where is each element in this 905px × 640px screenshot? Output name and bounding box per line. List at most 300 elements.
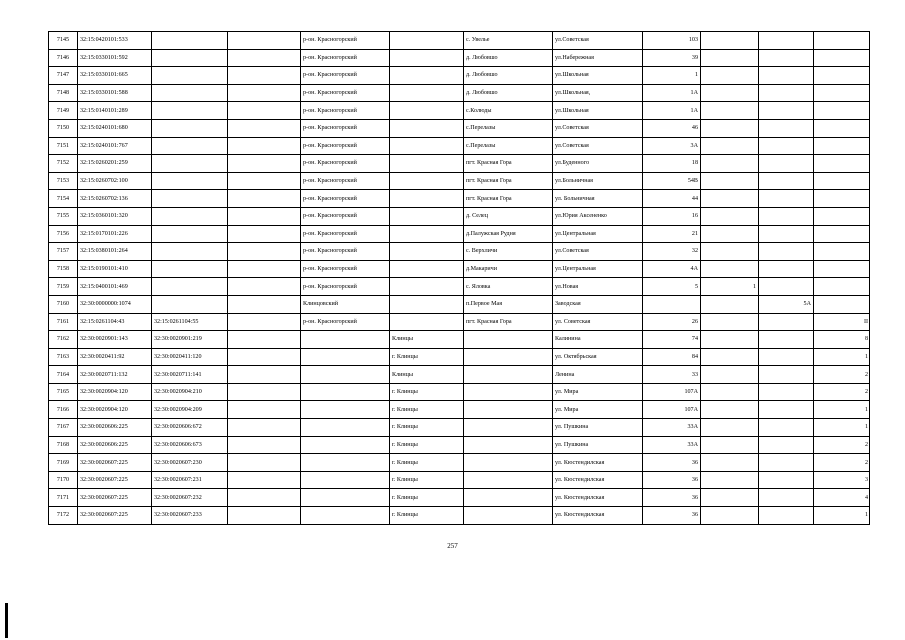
house-number-cell: 1 <box>643 67 701 85</box>
city-cell <box>390 32 464 50</box>
region-cell: р-он. Красногорский <box>301 67 390 85</box>
city-cell <box>390 243 464 261</box>
apartment-cell <box>814 67 870 85</box>
cadastral-number-cell: 32:30:0020901:143 <box>78 331 152 349</box>
cadastral-number-cell: 32:15:0330101:665 <box>78 67 152 85</box>
building-cadastral-cell <box>152 243 228 261</box>
city-cell <box>390 67 464 85</box>
street-cell: ул.Советская <box>553 32 643 50</box>
empty-cell <box>228 137 301 155</box>
empty-cell <box>228 102 301 120</box>
house-number-cell: 54В <box>643 172 701 190</box>
locality-cell: д. Любовшо <box>464 67 553 85</box>
house-number-cell: 33А <box>643 419 701 437</box>
table-row <box>49 32 870 50</box>
apartment-cell <box>814 172 870 190</box>
building-cadastral-cell: 32:30:0020904:209 <box>152 401 228 419</box>
row-number-cell: 7146 <box>49 49 78 67</box>
street-cell: ул.Советская <box>553 243 643 261</box>
empty-cell <box>228 49 301 67</box>
table-row <box>49 419 870 437</box>
region-cell <box>301 366 390 384</box>
house-number-cell: 1А <box>643 102 701 120</box>
cadastral-number-cell: 32:15:0330101:592 <box>78 49 152 67</box>
building-cadastral-cell: 32:15:0261104:55 <box>152 313 228 331</box>
building-cell <box>701 366 759 384</box>
building-cell <box>701 190 759 208</box>
region-cell: р-он. Красногорский <box>301 155 390 173</box>
region-cell: р-он. Красногорский <box>301 260 390 278</box>
empty-cell <box>228 507 301 525</box>
street-cell: ул. Советская <box>553 313 643 331</box>
house-number-cell: 36 <box>643 507 701 525</box>
building-cell <box>701 260 759 278</box>
building-letter-cell <box>759 278 814 296</box>
row-number-cell: 7154 <box>49 190 78 208</box>
house-number-cell: 26 <box>643 313 701 331</box>
row-number-cell: 7161 <box>49 313 78 331</box>
table-row <box>49 489 870 507</box>
cadastral-number-cell: 32:15:0240101:767 <box>78 137 152 155</box>
city-cell <box>390 278 464 296</box>
cadastral-number-cell: 32:15:0260201:259 <box>78 155 152 173</box>
table-row <box>49 313 870 331</box>
locality-cell <box>464 454 553 472</box>
apartment-cell <box>814 49 870 67</box>
street-cell: Ленина <box>553 366 643 384</box>
house-number-cell: 32 <box>643 243 701 261</box>
building-letter-cell <box>759 366 814 384</box>
locality-cell: д.Макаричи <box>464 260 553 278</box>
row-number-cell: 7170 <box>49 471 78 489</box>
city-cell <box>390 84 464 102</box>
locality-cell <box>464 348 553 366</box>
apartment-cell: 1 <box>814 401 870 419</box>
building-letter-cell: 5А <box>759 295 814 313</box>
building-cell <box>701 243 759 261</box>
building-cell <box>701 383 759 401</box>
building-cadastral-cell <box>152 278 228 296</box>
building-cadastral-cell: 32:30:0020904:210 <box>152 383 228 401</box>
cadastral-number-cell: 32:30:0020904:120 <box>78 383 152 401</box>
locality-cell: пгт. Красная Гора <box>464 190 553 208</box>
scan-edge-mark <box>5 603 8 638</box>
locality-cell: д. Любовшо <box>464 49 553 67</box>
region-cell: р-он. Красногорский <box>301 102 390 120</box>
locality-cell <box>464 383 553 401</box>
street-cell: ул. Октябрьская <box>553 348 643 366</box>
street-cell: ул.Школьная <box>553 102 643 120</box>
page-number: 257 <box>447 542 458 550</box>
apartment-cell <box>814 207 870 225</box>
city-cell: г. Клинцы <box>390 419 464 437</box>
street-cell: ул. Пушкина <box>553 419 643 437</box>
building-cadastral-cell <box>152 84 228 102</box>
house-number-cell: 107А <box>643 401 701 419</box>
street-cell: ул. Больничная <box>553 190 643 208</box>
house-number-cell: 39 <box>643 49 701 67</box>
street-cell: ул.Буденного <box>553 155 643 173</box>
row-number-cell: 7152 <box>49 155 78 173</box>
row-number-cell: 7156 <box>49 225 78 243</box>
cadastral-number-cell: 32:30:0020411:92 <box>78 348 152 366</box>
city-cell <box>390 190 464 208</box>
row-number-cell: 7158 <box>49 260 78 278</box>
region-cell: р-он. Красногорский <box>301 119 390 137</box>
table-row <box>49 331 870 349</box>
table-row <box>49 507 870 525</box>
street-cell: ул. Мира <box>553 401 643 419</box>
row-number-cell: 7155 <box>49 207 78 225</box>
building-cadastral-cell: 32:30:0020607:232 <box>152 489 228 507</box>
house-number-cell: 44 <box>643 190 701 208</box>
table-row <box>49 155 870 173</box>
region-cell <box>301 348 390 366</box>
table-row <box>49 243 870 261</box>
locality-cell: д.Палужская Рудня <box>464 225 553 243</box>
city-cell <box>390 49 464 67</box>
row-number-cell: 7167 <box>49 419 78 437</box>
apartment-cell <box>814 295 870 313</box>
street-cell: ул.Набережная <box>553 49 643 67</box>
building-cadastral-cell <box>152 32 228 50</box>
row-number-cell: 7153 <box>49 172 78 190</box>
region-cell <box>301 471 390 489</box>
empty-cell <box>228 67 301 85</box>
row-number-cell: 7165 <box>49 383 78 401</box>
cadastral-number-cell: 32:15:0170101:226 <box>78 225 152 243</box>
empty-cell <box>228 155 301 173</box>
apartment-cell <box>814 278 870 296</box>
table-row <box>49 190 870 208</box>
locality-cell: д. Любовшо <box>464 84 553 102</box>
building-cell <box>701 436 759 454</box>
building-cadastral-cell: 32:30:0020606:673 <box>152 436 228 454</box>
region-cell <box>301 436 390 454</box>
empty-cell <box>228 489 301 507</box>
building-letter-cell <box>759 260 814 278</box>
table-row <box>49 471 870 489</box>
table-row <box>49 207 870 225</box>
row-number-cell: 7166 <box>49 401 78 419</box>
apartment-cell: 1 <box>814 348 870 366</box>
building-cadastral-cell: 32:30:0020711:141 <box>152 366 228 384</box>
building-cell <box>701 348 759 366</box>
empty-cell <box>228 313 301 331</box>
building-cell <box>701 84 759 102</box>
empty-cell <box>228 471 301 489</box>
building-cell <box>701 489 759 507</box>
row-number-cell: 7149 <box>49 102 78 120</box>
empty-cell <box>228 119 301 137</box>
building-cell <box>701 454 759 472</box>
cadastral-number-cell: 32:15:0400101:469 <box>78 278 152 296</box>
building-cell <box>701 67 759 85</box>
street-cell: ул. Мира <box>553 383 643 401</box>
empty-cell <box>228 295 301 313</box>
locality-cell <box>464 366 553 384</box>
building-letter-cell <box>759 507 814 525</box>
house-number-cell: 4А <box>643 260 701 278</box>
apartment-cell <box>814 225 870 243</box>
street-cell: ул.Центральная <box>553 225 643 243</box>
cadastral-number-cell: 32:30:0020904:120 <box>78 401 152 419</box>
building-cadastral-cell <box>152 119 228 137</box>
house-number-cell <box>643 295 701 313</box>
cadastral-number-cell: 32:30:0020607:225 <box>78 471 152 489</box>
table-row <box>49 454 870 472</box>
building-letter-cell <box>759 32 814 50</box>
street-cell: ул.Юрия Аксененко <box>553 207 643 225</box>
cadastral-number-cell: 32:15:0330101:588 <box>78 84 152 102</box>
cadastral-number-cell: 32:30:0020606:225 <box>78 436 152 454</box>
empty-cell <box>228 366 301 384</box>
street-cell: ул. Пушкина <box>553 436 643 454</box>
row-number-cell: 7145 <box>49 32 78 50</box>
region-cell: р-он. Красногорский <box>301 84 390 102</box>
city-cell <box>390 207 464 225</box>
building-letter-cell <box>759 419 814 437</box>
row-number-cell: 7164 <box>49 366 78 384</box>
table-row <box>49 67 870 85</box>
locality-cell <box>464 331 553 349</box>
empty-cell <box>228 331 301 349</box>
empty-cell <box>228 243 301 261</box>
building-letter-cell <box>759 155 814 173</box>
house-number-cell: 36 <box>643 454 701 472</box>
region-cell: р-он. Красногорский <box>301 32 390 50</box>
region-cell <box>301 401 390 419</box>
building-cell <box>701 313 759 331</box>
house-number-cell: 18 <box>643 155 701 173</box>
building-cadastral-cell <box>152 172 228 190</box>
apartment-cell <box>814 260 870 278</box>
building-letter-cell <box>759 331 814 349</box>
empty-cell <box>228 32 301 50</box>
building-cadastral-cell: 32:30:0020901:219 <box>152 331 228 349</box>
building-letter-cell <box>759 243 814 261</box>
locality-cell: с. Яловка <box>464 278 553 296</box>
apartment-cell: 2 <box>814 366 870 384</box>
table-row <box>49 225 870 243</box>
house-number-cell: 107А <box>643 383 701 401</box>
locality-cell: пгт. Красная Гора <box>464 155 553 173</box>
building-cell <box>701 471 759 489</box>
city-cell: Клинцы <box>390 331 464 349</box>
empty-cell <box>228 190 301 208</box>
apartment-cell <box>814 119 870 137</box>
row-number-cell: 7168 <box>49 436 78 454</box>
table-row <box>49 278 870 296</box>
building-cell <box>701 172 759 190</box>
building-letter-cell <box>759 137 814 155</box>
apartment-cell <box>814 243 870 261</box>
building-cell <box>701 119 759 137</box>
city-cell <box>390 225 464 243</box>
region-cell <box>301 489 390 507</box>
table-row <box>49 119 870 137</box>
empty-cell <box>228 278 301 296</box>
house-number-cell: 46 <box>643 119 701 137</box>
building-cell <box>701 507 759 525</box>
locality-cell: пгт. Красная Гора <box>464 172 553 190</box>
street-cell: Заводская <box>553 295 643 313</box>
cadastral-number-cell: 32:15:0380101:264 <box>78 243 152 261</box>
row-number-cell: 7157 <box>49 243 78 261</box>
table-row <box>49 137 870 155</box>
street-cell: ул.Новая <box>553 278 643 296</box>
empty-cell <box>228 207 301 225</box>
property-register-table <box>48 31 870 525</box>
street-cell: ул.Центральная <box>553 260 643 278</box>
house-number-cell: 36 <box>643 489 701 507</box>
building-cell <box>701 102 759 120</box>
building-cell <box>701 401 759 419</box>
city-cell <box>390 102 464 120</box>
city-cell <box>390 155 464 173</box>
empty-cell <box>228 225 301 243</box>
city-cell: Клинцы <box>390 366 464 384</box>
table-row <box>49 172 870 190</box>
house-number-cell: 21 <box>643 225 701 243</box>
city-cell: г. Клинцы <box>390 436 464 454</box>
city-cell <box>390 172 464 190</box>
building-letter-cell <box>759 119 814 137</box>
cadastral-number-cell: 32:30:0020606:225 <box>78 419 152 437</box>
region-cell <box>301 454 390 472</box>
building-letter-cell <box>759 102 814 120</box>
cadastral-number-cell: 32:15:0240101:680 <box>78 119 152 137</box>
building-letter-cell <box>759 436 814 454</box>
building-letter-cell <box>759 348 814 366</box>
building-cell <box>701 225 759 243</box>
empty-cell <box>228 172 301 190</box>
house-number-cell: 5 <box>643 278 701 296</box>
table-body <box>49 32 870 525</box>
region-cell: р-он. Красногорский <box>301 49 390 67</box>
row-number-cell: 7150 <box>49 119 78 137</box>
street-cell: ул. Кюстендилская <box>553 471 643 489</box>
apartment-cell <box>814 155 870 173</box>
row-number-cell: 7171 <box>49 489 78 507</box>
cadastral-number-cell: 32:15:0140101:289 <box>78 102 152 120</box>
cadastral-number-cell: 32:15:0261104:43 <box>78 313 152 331</box>
street-cell: ул. Кюстендилская <box>553 454 643 472</box>
city-cell: г. Клинцы <box>390 454 464 472</box>
city-cell: г. Клинцы <box>390 348 464 366</box>
row-number-cell: 7147 <box>49 67 78 85</box>
table-row <box>49 102 870 120</box>
street-cell: Калинина <box>553 331 643 349</box>
empty-cell <box>228 436 301 454</box>
locality-cell: с. Увелье <box>464 32 553 50</box>
apartment-cell <box>814 190 870 208</box>
street-cell: ул. Кюстендилская <box>553 507 643 525</box>
locality-cell: д. Селец <box>464 207 553 225</box>
row-number-cell: 7159 <box>49 278 78 296</box>
row-number-cell: 7148 <box>49 84 78 102</box>
apartment-cell: 1 <box>814 507 870 525</box>
city-cell: г. Клинцы <box>390 489 464 507</box>
building-cadastral-cell <box>152 102 228 120</box>
locality-cell <box>464 419 553 437</box>
building-letter-cell <box>759 190 814 208</box>
street-cell: ул.Больничная <box>553 172 643 190</box>
house-number-cell: 16 <box>643 207 701 225</box>
empty-cell <box>228 401 301 419</box>
house-number-cell: 84 <box>643 348 701 366</box>
locality-cell: с.Колюды <box>464 102 553 120</box>
building-cadastral-cell <box>152 190 228 208</box>
building-letter-cell <box>759 454 814 472</box>
building-cell <box>701 155 759 173</box>
locality-cell <box>464 507 553 525</box>
house-number-cell: 33А <box>643 436 701 454</box>
locality-cell <box>464 436 553 454</box>
building-letter-cell <box>759 84 814 102</box>
table-row <box>49 295 870 313</box>
building-cell <box>701 331 759 349</box>
row-number-cell: 7160 <box>49 295 78 313</box>
locality-cell: с.Перелазы <box>464 119 553 137</box>
building-cell <box>701 137 759 155</box>
locality-cell: с.Перелазы <box>464 137 553 155</box>
table-row <box>49 84 870 102</box>
region-cell: р-он. Красногорский <box>301 172 390 190</box>
cadastral-number-cell: 32:15:0420101:533 <box>78 32 152 50</box>
locality-cell <box>464 489 553 507</box>
city-cell <box>390 295 464 313</box>
building-letter-cell <box>759 313 814 331</box>
building-letter-cell <box>759 401 814 419</box>
cadastral-number-cell: 32:30:0000000:1074 <box>78 295 152 313</box>
region-cell <box>301 331 390 349</box>
street-cell: ул.Школьная, <box>553 84 643 102</box>
region-cell: р-он. Красногорский <box>301 243 390 261</box>
cadastral-number-cell: 32:30:0020607:225 <box>78 454 152 472</box>
apartment-cell <box>814 32 870 50</box>
row-number-cell: 7151 <box>49 137 78 155</box>
building-letter-cell <box>759 207 814 225</box>
building-cell: 1 <box>701 278 759 296</box>
region-cell: р-он. Красногорский <box>301 278 390 296</box>
apartment-cell: 2 <box>814 383 870 401</box>
building-cadastral-cell <box>152 49 228 67</box>
apartment-cell <box>814 102 870 120</box>
apartment-cell: 4 <box>814 489 870 507</box>
cadastral-number-cell: 32:15:0260702:136 <box>78 190 152 208</box>
house-number-cell: 74 <box>643 331 701 349</box>
city-cell <box>390 119 464 137</box>
building-cadastral-cell <box>152 295 228 313</box>
building-cadastral-cell: 32:30:0020607:230 <box>152 454 228 472</box>
row-number-cell: 7163 <box>49 348 78 366</box>
building-cell <box>701 207 759 225</box>
building-cell <box>701 295 759 313</box>
building-cadastral-cell <box>152 260 228 278</box>
region-cell: р-он. Красногорский <box>301 225 390 243</box>
house-number-cell: 33 <box>643 366 701 384</box>
city-cell: г. Клинцы <box>390 401 464 419</box>
apartment-cell: 1 <box>814 419 870 437</box>
city-cell <box>390 313 464 331</box>
city-cell <box>390 137 464 155</box>
apartment-cell <box>814 84 870 102</box>
street-cell: ул.Советская <box>553 119 643 137</box>
building-letter-cell <box>759 471 814 489</box>
house-number-cell: 1А <box>643 84 701 102</box>
row-number-cell: 7172 <box>49 507 78 525</box>
